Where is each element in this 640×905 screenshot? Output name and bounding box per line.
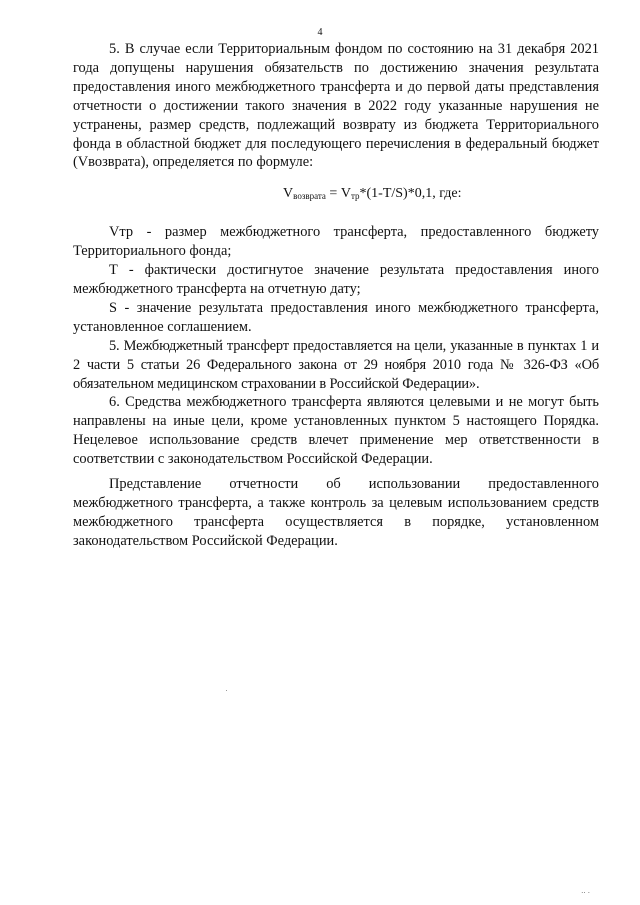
paragraph-reporting-control: Представление отчетности об использовании предоставленного межбюджетного трансферта, а также контроль за целевым использованием средств межбюджетного трансферта осуществляется в порядке, установленном законодательством Российской Федерации. bbox=[73, 476, 599, 549]
formula-v-symbol: V bbox=[283, 186, 294, 202]
paragraph-refund-condition: 5. В случае если Территориальным фондом по состоянию на 31 декабря 2021 года допущены нарушения обязательств по достижению значения результата предоставления иного межбюджетного трансферта и до первой даты представления отчетности о достижении такого значения в 2022 году указанные нарушения не устранены, размер средств, подлежащий возврату из бюджета Территориального фонда в областной бюджет для последующего перечисления в федеральный бюджет (Vвозврата), определяется по формуле: bbox=[73, 41, 599, 171]
paragraph-transfer-purpose: 5. Межбюджетный трансферт предоставляется на цели, указанные в пунктах 1 и 2 части 5 статьи 26 Федерального закона от 29 ноября 2010 года № 326-ФЗ «Об обязательном медицинском страховании в Российской Федерации». bbox=[73, 337, 599, 392]
document-body bbox=[73, 40, 599, 551]
formula-vtr-subscript: тр bbox=[350, 191, 360, 202]
page-number: 4 bbox=[317, 27, 323, 38]
paragraph-targeted-funds: 6. Средства межбюджетного трансферта являются целевыми и не могут быть направлены на иные цели, кроме установленных пунктом 5 настоящего Порядка. Нецелевое использование средств влечет применение мер ответственности в соответствии с законодательством Российской Федерации. bbox=[73, 394, 599, 468]
definition-vtr: Vтр - размер межбюджетного трансферта, предоставленного бюджету Территориального фонда; bbox=[73, 224, 599, 260]
formula-tail: *(1-T/S)*0,1, где: bbox=[359, 186, 462, 202]
refund-formula bbox=[73, 185, 599, 204]
definition-t: Т - фактически достигнутое значение результата предоставления иного межбюджетного трансферта на отчетную дату; bbox=[73, 262, 599, 297]
definition-s: S - значение результата предоставления иного межбюджетного трансферта, установленное соглашением. bbox=[73, 299, 599, 335]
formula-v-subscript: возврата bbox=[293, 191, 326, 202]
scan-speck bbox=[226, 690, 227, 691]
footer-mark: ·· · bbox=[581, 889, 590, 897]
formula-equals: = bbox=[325, 186, 341, 202]
formula-vtr-symbol: V bbox=[340, 186, 351, 202]
